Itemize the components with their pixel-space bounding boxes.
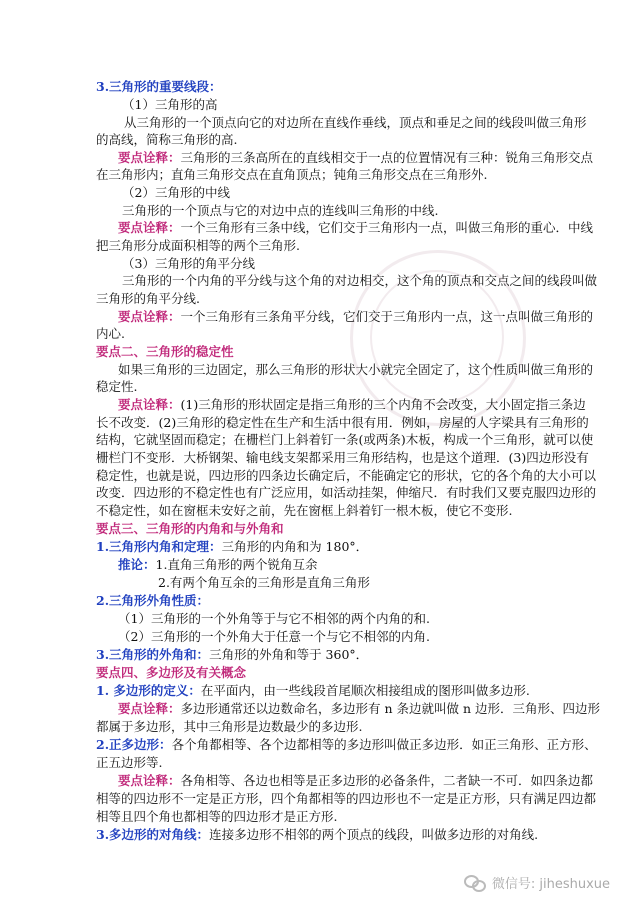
note-text: 一个三角形有三条角平分线，它们交于三角形内一点，这一点叫做三角形的 [180,309,594,324]
text-line: 如果三角形的三边固定，那么三角形的形状大小就完全固定了，这个性质叫做三角形的 [118,362,594,377]
text-line: 从三角形的一个顶点向它的对边所在直线作垂线，顶点和垂足之间的线段叫做三角形 [124,115,587,130]
definition-label: 1. 多边形的定义： [96,683,201,698]
note-text: 三角形的三条高所在的直线相交于一点的位置情况有三种：锐角三角形交点 [180,150,594,165]
wechat-icon [464,875,486,891]
theorem-line [96,538,368,556]
text-line: 长不改变．(2)三角形的稳定性在生产和生活中很有用．例如，房屋的人字梁具有三角形的 [96,415,589,430]
text-line: 相等且四个角也都相等的四边形才是正方形. [96,809,338,824]
theorem-text: 三角形的外角和等于 360°． [209,647,369,662]
heading-important-segments: 3.三角形的重要线段： [96,79,222,94]
note-line [118,149,593,167]
corollary-line [118,556,317,574]
note-label: 要点诠释： [118,397,181,412]
text-line: 改变．四边形的不稳定性也有广泛应用，如活动挂架，伸缩尺．有时我们又要克服四边形的 [96,485,597,500]
section-heading-4: 要点四、多边形及有关概念 [96,665,247,680]
note-label: 要点诠释： [118,773,181,788]
text-line: 在三角形内；直角三角形交点在直角顶点；钝角三角形交点在三角形外. [96,167,488,182]
theorem-text: 三角形的内角和为 180°． [221,539,369,554]
wechat-footer [464,873,610,892]
text-line: （1）三角形的一个外角等于与它不相邻的两个内角的和. [118,611,430,626]
subheading-altitude: （1）三角形的高 [122,97,218,112]
note-text: 各角相等、各边也相等是正多边形的必备条件，二者缺一不可．如四条边都 [180,773,594,788]
theorem-label: 1.三角形内角和定理： [96,539,222,554]
corollary-label: 推论： [118,557,156,572]
text-line: 相等的四边形不一定是正方形，四个角都相等的四边形也不一定是正方形，只有满足四边都 [96,791,597,806]
theorem-line [96,646,368,664]
text-line: 三角形的角平分线. [96,291,200,306]
wechat-id: 微信号: jiheshuxue [491,877,610,892]
definition-text: 各个角都相等、各个边都相等的多边形叫做正多边形．如正三角形、正方形、 [171,737,597,752]
note-text: 多边形通常还以边数命名，多边形有 n 条边就叫做 n 边形．三角形、四边形 [180,701,601,716]
text-line: 都属于多边形，其中三角形是边数最少的多边形. [96,719,363,734]
text-line: 的高线，简称三角形的高. [96,132,238,147]
text-line: 三角形的一个顶点与它的对边中点的连线叫三角形的中线. [122,203,439,218]
text-line: 三角形的一个内角的平分线与这个角的对边相交，这个角的顶点和交点之间的线段叫做 [122,273,598,288]
note-label: 要点诠释： [118,309,181,324]
definition-line [96,682,530,700]
definition-label: 3.多边形的对角线： [96,827,210,842]
definition-label: 2.正多边形： [96,737,172,752]
heading-exterior-angle: 2.三角形外角性质： [96,593,210,608]
text-line: （2）三角形的一个外角大于任意一个与它不相邻的内角. [118,629,430,644]
theorem-label: 3.三角形的外角和： [96,647,210,662]
note-line [118,772,593,790]
definition-line [96,826,538,844]
subheading-median: （2）三角形的中线 [122,185,230,200]
section-heading-3: 要点三、三角形的内角和与外角和 [96,521,284,536]
note-label: 要点诠释： [118,701,181,716]
note-line [118,700,600,718]
note-text: 一个三角形有三条中线，它们交于三角形内一点，叫做三角形的重心．中线 [180,220,594,235]
note-line [118,308,593,326]
section-heading-2: 要点二、三角形的稳定性 [96,344,234,359]
note-line [118,396,586,414]
corollary-text: 1.直角三角形的两个锐角互余 [155,557,318,572]
note-text: (1)三角形的形状固定是指三角形的三个内角不会改变，大小固定指三条边 [180,397,586,412]
text-line: 稳定性，也就是说，四边形的四条边长确定后，不能确定它的形状，它的各个角的大小可以 [96,468,597,483]
note-label: 要点诠释： [118,150,181,165]
definition-text: 连接多边形不相邻的两个顶点的线段，叫做多边形的对角线. [209,827,539,842]
text-line: 不稳定性，如在窗框未安好之前，先在窗框上斜着钉一根木板，使它不变形. [96,503,513,518]
text-line: 栅栏门不变形．大桥钢架、输电线支架都采用三角形结构，也是这个道理．(3)四边形没有 [96,450,589,465]
note-line [118,219,593,237]
text-line: 稳定性. [96,379,138,394]
text-line: 结构，它就坚固而稳定；在栅栏门上斜着钉一条(或两条)木板，构成一个三角形，就可以使 [96,432,594,447]
note-label: 要点诠释： [118,220,181,235]
corollary-line-2: 2.有两个角互余的三角形是直角三角形 [158,575,370,590]
text-line: 正五边形等. [96,755,163,770]
subheading-angle-bisector: （3）三角形的角平分线 [122,256,255,271]
definition-line [96,736,597,754]
definition-text: 在平面内，由一些线段首尾顺次相接组成的图形叫做多边形. [200,683,530,698]
text-line: 内心. [96,326,125,341]
watermark-seal-inner [370,270,504,404]
text-line: 把三角形分成面积相等的两个三角形. [96,238,300,253]
